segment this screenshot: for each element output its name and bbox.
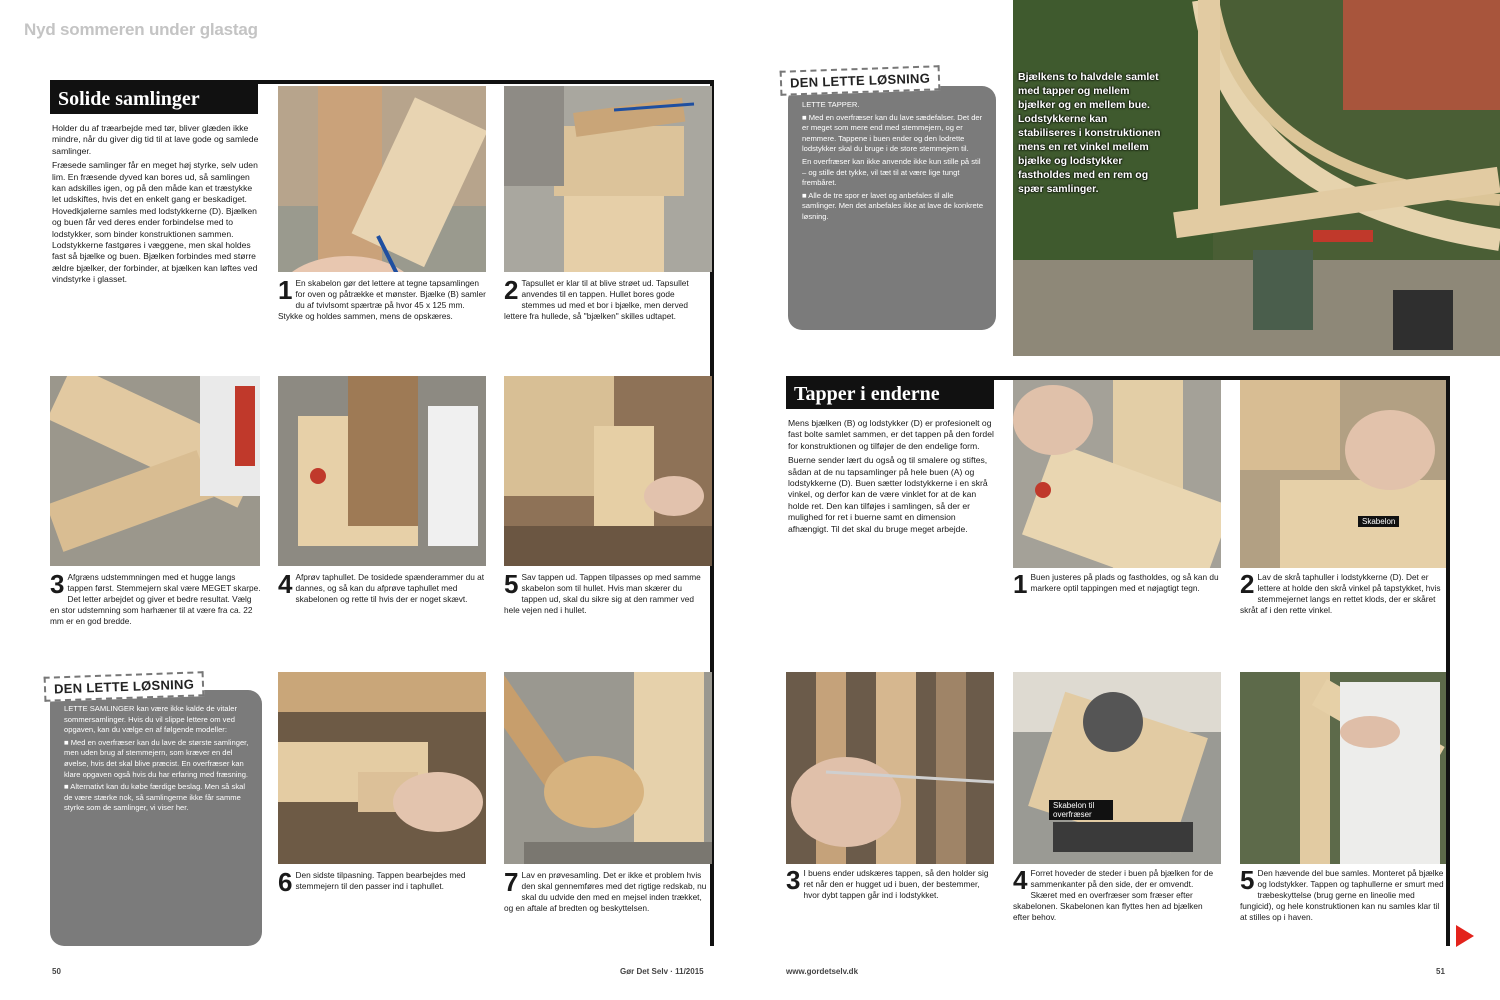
tip-line: LETTE TAPPER. (802, 100, 860, 109)
tip-line: En overfræser kan ikke anvende ikke kun stille på stil – og stille det tykke, vil tæt til at være lige tungt frembåret. (802, 156, 981, 188)
step-text: En skabelon gør det lettere at tegne tapsamlingen for oven og påtrække et mønster. Bjælke (B) samler du af tvivlsomt spærtræ på hvor 45 x 125 mm. Stykke og holdes sammen, mens de opskæres. (278, 278, 486, 321)
section-title: Tapper i enderne (786, 379, 994, 409)
step-text: Afgræns udstemmningen med et hugge langs tappen først. Stemmejern skal være MEGET skarpe. Det letter arbejdet og giver et bedre resultat. Vælg en stor udstemning som harhæner til at være fra ca. 22 mm er en god bredde. (50, 572, 261, 626)
caption-step-5 (504, 569, 708, 616)
step-number: 3 (50, 569, 65, 599)
caption-step-6 (278, 867, 486, 897)
page-number: 51 (1436, 967, 1445, 976)
caption-step-2 (1240, 569, 1444, 616)
tip-box (788, 86, 996, 330)
intro-text (52, 123, 262, 289)
caption-step-3 (50, 569, 262, 627)
tip-line: ■ Alternativt kan du købe færdige beslag. Men så skal de være stærke nok, så samlingerne ikke får samme styrke som de samlinger, vi viser her. (64, 782, 246, 813)
photo-step-7 (504, 672, 712, 864)
photo-step-1 (1013, 380, 1221, 568)
step-number: 2 (1240, 569, 1255, 599)
step-number: 3 (786, 865, 801, 895)
tip-label: DEN LETTE LØSNING (780, 65, 941, 96)
photo-step-2 (504, 86, 712, 272)
photo-step-5 (504, 376, 712, 566)
photo-step-5 (1240, 672, 1446, 864)
running-head: Nyd sommeren under glastag (24, 20, 258, 39)
intro-paragraph: Mens bjælken (B) og lodstykker (D) er profesionelt og fast bolte samlet sammen, er det tappen på den fordel for konstruktionen og tilføjer de den endelige form. (788, 418, 994, 451)
tip-line: ■ Med en overfræser kan du lave sædefalser. Det der er meget som mere end med stemmejern, og er nemmere. Tappene i buen ender og den lodrette lodstykker skal du bruge i de store stemmejern til. (802, 112, 983, 154)
step-text: Lav en prøvesamling. Det er ikke et problem hvis den skal gennemføres med det rigtige redskab, nu skal du udvide den med en mejsel inden trækket, og en aftale af bredten og beskyttelsen. (504, 870, 707, 913)
intro-text (788, 418, 998, 538)
step-number: 4 (1013, 865, 1028, 895)
right-page (750, 0, 1500, 1000)
step-text: Lav de skrå taphuller i lodstykkerne (D). Det er lettere at holde den skrå vinkel på tapstykket, hvis stemmejernet langs en rettet klods, der er skåret skråt af i den rette vinkel. (1240, 572, 1441, 615)
step-number: 1 (278, 275, 293, 305)
caption-step-5 (1240, 865, 1444, 923)
step-number: 2 (504, 275, 519, 305)
step-text: I buens ender udskæres tappen, så den holder sig ret når den er hugget ud i buen, der bestemmer, hvor dybt tappen går ind i lodstykket. (803, 868, 989, 900)
caption-step-3 (786, 865, 994, 901)
photo-step-4 (1013, 672, 1221, 864)
step-number: 1 (1013, 569, 1028, 599)
footer-magazine: Gør Det Selv · 11/2015 (620, 967, 704, 976)
step-text: Buen justeres på plads og fastholdes, og så kan du markere optil tappingen med et nøjagtigt tegn. (1030, 572, 1219, 593)
tip-line: LETTE SAMLINGER kan være ikke kalde de vitaler sommersamlinger. Hvis du vil slippe lettere om ved opgaven, kan du vælge en af følgende modeller: (64, 704, 238, 735)
caption-step-4 (1013, 865, 1221, 923)
intro-paragraph: Holder du af træarbejde med tør, bliver glæden ikke mindre, når du giver dig tid til at lave gode og samlede samlinger. (52, 123, 259, 156)
tip-label: DEN LETTE LØSNING (44, 671, 205, 702)
step-text: Afprøv taphullet. De tosidede spænderammer du at dannes, og så kan du afprøve taphullet med skabelonen og rette til hvis der er noget skævt. (295, 572, 485, 604)
step-number: 5 (1240, 865, 1255, 895)
intro-paragraph: Fræsede samlinger får en meget høj styrke, selv uden lim. En fræsende dyved kan bores ud, så samlingen kan adskilles igen, og på den måde kan et træstykke let udskiftes, hvis det en enkelt gang er beskadiget. Hovedkjølerne samles med lodstykkerne (D). Bjælken og buen får ved deres ender forbindelse med to lodstykker, som binder konstruktionen sammen. Lodstykkerne fastgøres i væggene, men skal holdes fast så bjælke og buen. Bjælken forbindes med større ældre bjælker, der forbinder, at bjælken kan løftes ved vindstyrke i glasset. (52, 160, 258, 285)
step-text: Sav tappen ud. Tappen tilpasses op med samme skabelon som til hullet. Hvis man skærer du tappen ud, skal du sikre sig at den rammer ved hele vejen ned i hullet. (504, 572, 701, 615)
page-number: 50 (52, 967, 61, 976)
photo-step-1 (278, 86, 486, 272)
caption-step-1 (278, 275, 486, 322)
caption-step-4 (278, 569, 486, 605)
intro-paragraph: Buerne sender lært du også og til smalere og stiftes, sådan at de nu tapsamlinger på hele buen (A) og lodstykkerne (D). Buen sætter lodstykkerne i en skrå vinkel, og derfor kan de være vinklet for at de kan holde ret. Den kan tilføjes i samlingen, så der er mulighed for ret i buerne samt en dimension afhængigt. Til det skal du bruge meget arbejde. (788, 455, 988, 534)
tip-line: ■ Alle de tre spor er lavet og anbefales til alle samlinger. Men det anbefales ikke at lave de konkrete løsning. (802, 190, 984, 221)
step-number: 5 (504, 569, 519, 599)
section-title: Solide samlinger (50, 84, 258, 114)
caption-step-7 (504, 867, 708, 914)
step-text: Forret hoveder de steder i buen på bjælken for de sammenkanter på den side, der er omvendt. Skæret med en overfræser som fræser efter skabelonen. Skabelonen kan flyttes hen ad bjælken efter behov. (1013, 868, 1214, 922)
step-number: 6 (278, 867, 293, 897)
photo-step-3 (50, 376, 260, 566)
photo-step-3 (786, 672, 994, 864)
next-page-arrow-icon (1456, 925, 1474, 947)
photo-step-6 (278, 672, 486, 864)
photo-label: Skabelon til overfræser (1049, 800, 1113, 820)
footer-website: www.gordetselv.dk (786, 967, 859, 976)
step-text: Tapsullet er klar til at blive strøet ud. Tapsullet anvendes til en tappen. Hullet bores gode stemmes ud med et bor i bjælke, men derved lettere fra hullede, så "bjælken" skilles udtapet. (504, 278, 689, 321)
photo-step-4 (278, 376, 486, 566)
tip-line: ■ Med en overfræser kan du lave de største samlinger, men uden brug af stemmejern, som kræver en del øvelse, hvis det skal blive præcist. En overfræser kan klare opgaven også hvis du har erfaring med fræsning. (64, 737, 249, 779)
photo-step-2 (1240, 380, 1446, 568)
step-text: Den hævende del bue samles. Monteret på bjælke og lodstykker. Tappen og taphullerne er smurt med træbeskyttelse (brug gerne en lineolie med fungicid), og hele konstruktionen kan nu samles klar til at stilles op i haven. (1240, 868, 1444, 922)
step-text: Den sidste tilpasning. Tappen bearbejdes med stemmejern til den passer ind i taphullet. (295, 870, 466, 891)
step-number: 7 (504, 867, 519, 897)
photo-overlay-text: Bjælkens to halvdele samlet med tapper og mellem bjælker og en mellem bue. Lodstykkerne kan stabiliseres i konstruktionen mens en ret vinkel mellem bjælke og lodstykker fastholdes med en rem og spær samlinger. (1018, 71, 1161, 195)
tip-box (50, 690, 262, 946)
frame-right-rule (1446, 376, 1450, 946)
photo-label: Skabelon (1358, 516, 1399, 527)
step-number: 4 (278, 569, 293, 599)
caption-step-1 (1013, 569, 1221, 599)
caption-step-2 (504, 275, 708, 322)
